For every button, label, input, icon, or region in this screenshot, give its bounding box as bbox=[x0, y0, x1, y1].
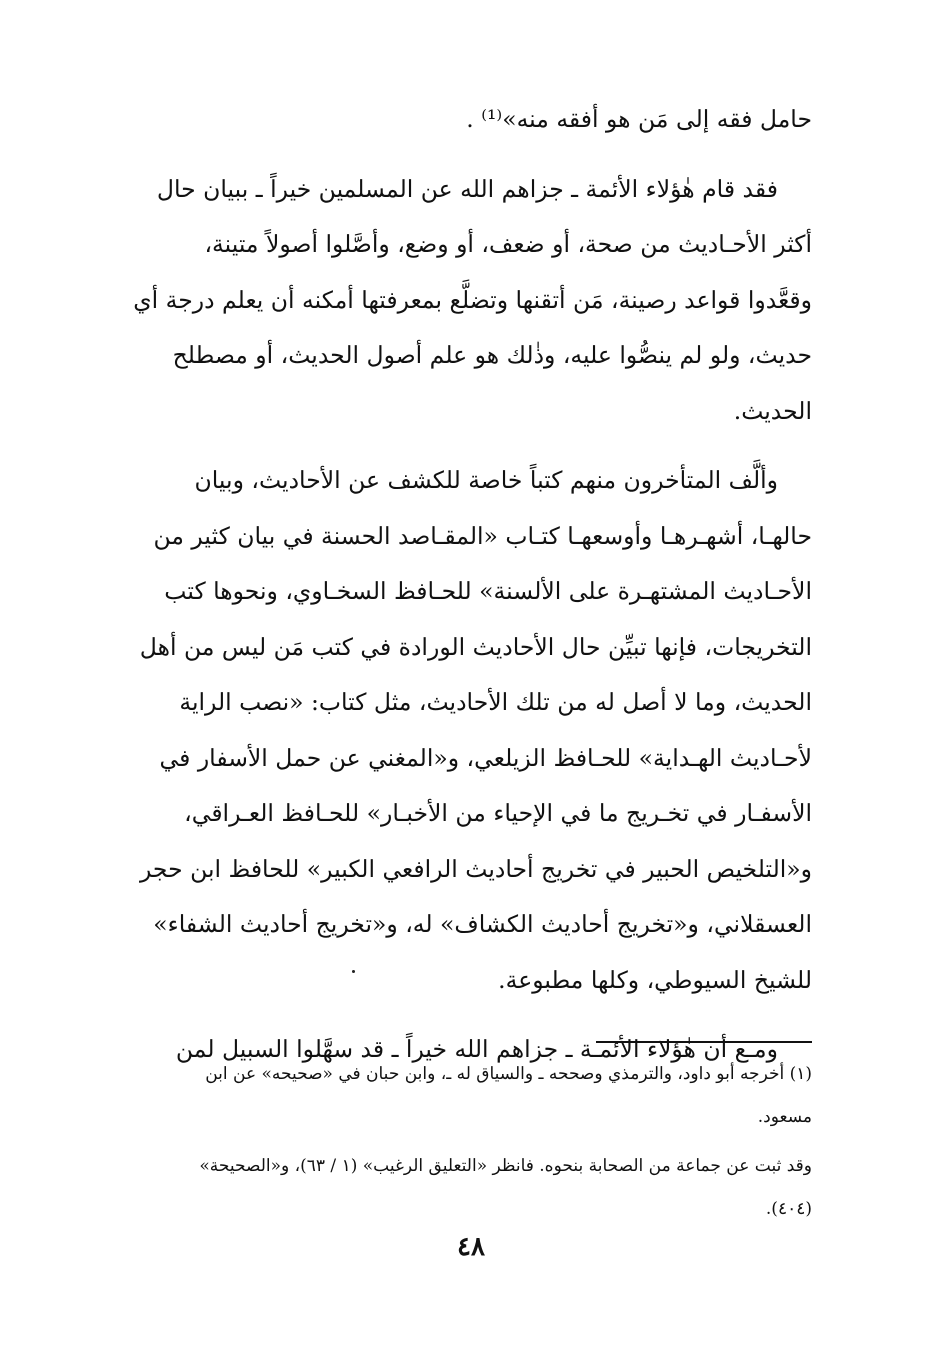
footnote bbox=[78, 1144, 812, 1230]
text-line: الأحـاديث المشتهـرة على الألسنة» للحـافظ السخـاوي، ونحوها كتب bbox=[164, 577, 812, 605]
text-line: حديث، ولو لم ينصُّوا عليه، وذٰلك هو علم أصول الحديث، أو مصطلح bbox=[172, 341, 812, 369]
footnote bbox=[78, 1052, 812, 1138]
ink-dot bbox=[352, 970, 355, 973]
paragraph-gap bbox=[78, 439, 812, 453]
text-line: ومـع أن هٰؤلاء الأئمـة ـ جزاهم الله خيراً ـ قد سهَّلوا السبيل لمن bbox=[175, 1035, 778, 1063]
paragraph bbox=[78, 92, 812, 148]
footnote-line: (٤٠٤). bbox=[765, 1199, 812, 1219]
text-line: و«التلخيص الحبير في تخريج أحاديث الرافعي الكبير» للحافظ ابن حجر bbox=[139, 854, 812, 883]
text-line: العسقلاني، و«تخريج أحاديث الكشاف» له، و«تخريج أحاديث الشفاء» bbox=[153, 910, 812, 938]
text-line: الحديث. bbox=[733, 396, 812, 425]
paragraph bbox=[78, 453, 812, 1008]
main-text bbox=[78, 92, 812, 1078]
paragraph bbox=[78, 162, 812, 440]
footnote-line: (١) أخرجه أبو داود، والترمذي وصححه ـ والسياق له ـ، وابن حبان في «صحيحه» عن ابن bbox=[205, 1064, 812, 1084]
text-line: الأسفـار في تخـريج ما في الإحياء من الأخبـار» للحـافظ العـراقي، bbox=[184, 799, 812, 827]
paragraph-gap bbox=[78, 1008, 812, 1022]
text-line: حالهـا، أشهـرهـا وأوسعهـا كتـاب «المقـاصد الحسنة في بيان كثير من bbox=[153, 521, 812, 550]
text-line: الحديث، وما لا أصل له من تلك الأحاديث، مثل كتاب: «نصب الراية bbox=[179, 688, 812, 716]
text-line: وألَّف المتأخرون منهم كتباً خاصة للكشف عن الأحاديث، وبيان bbox=[194, 466, 778, 494]
text-line: فقد قام هٰؤلاء الأئمة ـ جزاهم الله عن المسلمين خيراً ـ ببيان حال bbox=[156, 174, 778, 203]
text-line: أكثر الأحـاديث من صحة، أو ضعف، أو وضع، وأصَّلوا أصولاً متينة، bbox=[204, 230, 812, 258]
text-line: وقعَّدوا قواعد رصينة، مَن أتقنها وتضلَّع بمعرفتها أمكنه أن يعلم درجة أي bbox=[133, 285, 812, 314]
text-line: للشيخ السيوطي، وكلها مطبوعة. bbox=[498, 965, 812, 994]
footnotes bbox=[78, 1052, 812, 1230]
paragraph-gap bbox=[78, 148, 812, 162]
footnote-separator bbox=[596, 1041, 812, 1043]
footnote-line: وقد ثبت عن جماعة من الصحابة بنحوه. فانظر «التعليق الرغيب» (١ / ٦٣)، و«الصحيحة» bbox=[199, 1156, 812, 1176]
text-line: التخريجات، فإنها تبيِّن حال الأحاديث الورادة في كتب مَن ليس من أهل bbox=[139, 632, 812, 661]
page-number: ٤٨ bbox=[457, 1232, 485, 1262]
text-line: لأحـاديث الهـداية» للحـافظ الزيلعي، و«المغني عن حمل الأسفار في bbox=[159, 743, 812, 772]
text-line: حامل فقه إلى مَن هو أفقه منه»⁽¹⁾ . bbox=[466, 105, 812, 133]
footnote-line: مسعود. bbox=[757, 1107, 812, 1127]
